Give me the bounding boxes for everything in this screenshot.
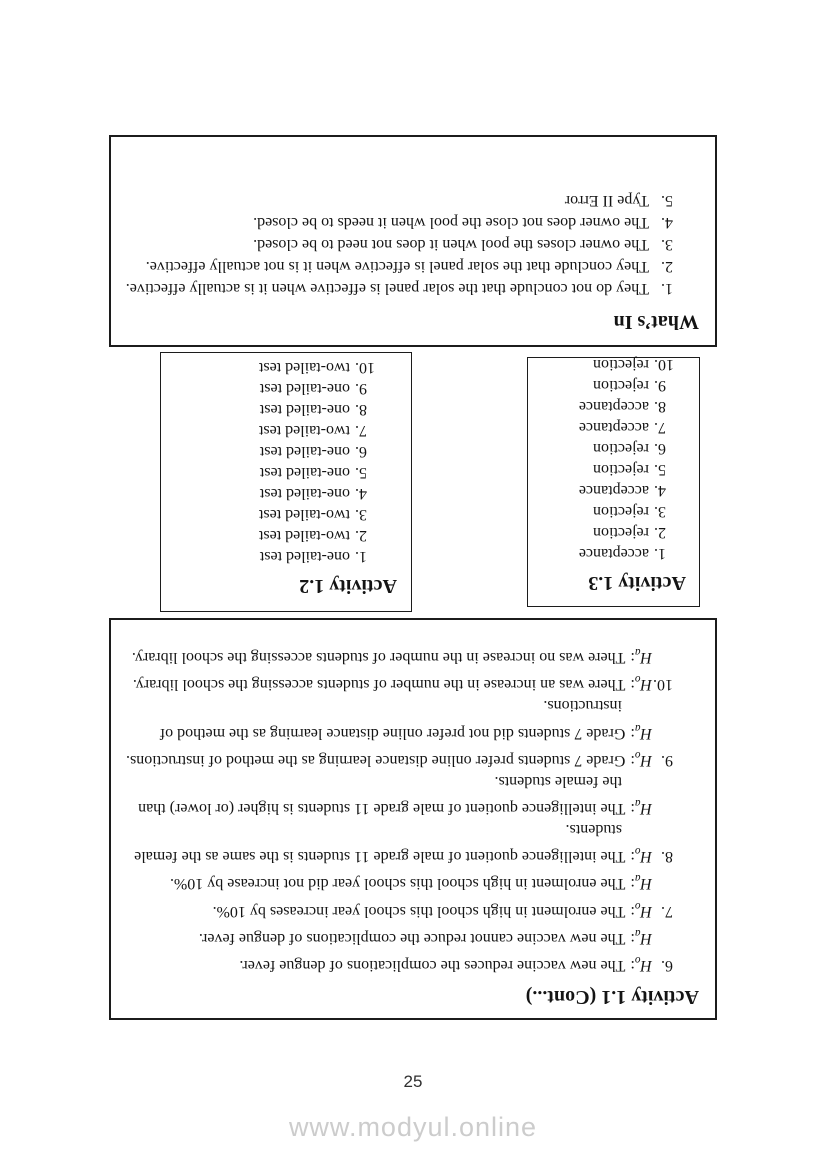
watermark: www.modyul.online (288, 1112, 538, 1142)
h-null-symbol: $H_o$: (630, 673, 652, 694)
alt-hypothesis-text: The new vaccine cannot reduce the complications of dengue fever. (198, 929, 626, 947)
list-item (173, 546, 377, 567)
item-number: 4. (661, 214, 673, 231)
item-text: rejection (593, 503, 649, 520)
alt-hypothesis-text: The intelligence quotient of male grade 11 students is higher (or lower) than the female students. (138, 772, 626, 818)
alt-hypothesis-text: Grade 7 students did not prefer online distance learning as the method of instructions. (159, 697, 626, 742)
item-text: rejection (593, 524, 649, 541)
h-null-symbol: $H_o$: (630, 845, 652, 866)
list-item (173, 378, 377, 399)
list-item (173, 525, 377, 546)
whats-in-box (109, 135, 717, 347)
hypothesis-item (125, 771, 673, 867)
item-number: 10. (654, 356, 674, 373)
list-item (538, 354, 676, 375)
h-null-symbol: $H_o$: (630, 899, 652, 920)
item-text: rejection (593, 440, 649, 457)
list-item (125, 233, 673, 255)
null-hypothesis (125, 668, 652, 695)
list-item (538, 501, 676, 522)
item-number: 1. (661, 280, 673, 297)
item-number: 2. (661, 258, 673, 275)
hypothesis-content (125, 922, 652, 976)
activity-1-1-title: Activity 1.1 (Cont...) (525, 986, 699, 1008)
item-number: 4. (654, 482, 666, 499)
alt-hypothesis-text: The enrolment in high school this school year did not increase by 10%. (169, 875, 626, 893)
page-number: 25 (403, 1072, 423, 1091)
item-number: 2. (654, 524, 666, 541)
item-text: acceptance (578, 419, 649, 436)
null-hypothesis-text: The enrolment in high school this school year increases by 10%. (212, 902, 626, 920)
item-number: 7. (355, 422, 367, 439)
item-number: 5. (661, 192, 673, 209)
item-number: 9. (661, 751, 673, 769)
item-text: Type II Error (564, 192, 649, 209)
alt-hypothesis (125, 771, 652, 819)
alt-hypothesis (125, 867, 652, 894)
list-item (125, 277, 673, 299)
list-item (125, 255, 673, 277)
item-text: one-tailed test (259, 380, 350, 397)
list-item (538, 438, 676, 459)
activity-1-1-box (109, 618, 717, 1020)
item-number: 10. (653, 676, 673, 694)
h-alt-symbol: $H_a$: (630, 796, 652, 818)
item-number: 6. (654, 440, 666, 457)
item-text: one-tailed test (259, 485, 350, 502)
list-item (538, 543, 676, 564)
list-item (125, 189, 673, 211)
activity-1-2-list (173, 357, 377, 567)
list-item (125, 211, 673, 233)
activities-row (109, 352, 717, 612)
item-text: They do not conclude that the solar panel is effective when it is actually effective. (125, 280, 649, 297)
null-hypothesis-text: The intelligence quotient of male grade 11 students is the same as the female students. (134, 821, 626, 866)
hypothesis-item (125, 867, 673, 921)
list-item (538, 459, 676, 480)
item-text: one-tailed test (259, 548, 350, 565)
hypothesis-content (125, 771, 652, 867)
h-alt-symbol: $H_a$: (630, 926, 652, 947)
item-number: 9. (654, 377, 666, 394)
alt-hypothesis (125, 696, 652, 744)
h-alt-symbol: $H_a$: (630, 872, 652, 893)
item-text: rejection (593, 377, 649, 394)
item-text: one-tailed test (259, 401, 350, 418)
null-hypothesis-text: Grade 7 students prefer online distance learning as the method of instructions. (125, 751, 626, 769)
list-item (173, 504, 377, 525)
item-text: acceptance (578, 482, 649, 499)
item-text: two-tailed test (258, 506, 350, 523)
item-text: The owner does not close the pool when it needs to be closed. (253, 214, 649, 231)
list-item (173, 399, 377, 420)
item-number: 4. (355, 485, 367, 502)
item-text: one-tailed test (259, 443, 350, 460)
item-text: one-tailed test (259, 464, 350, 481)
item-text: two-tailed test (258, 527, 350, 544)
list-item (173, 357, 377, 378)
null-hypothesis (125, 744, 652, 771)
item-number: 8. (654, 398, 666, 415)
h-alt-symbol: $H_a$: (630, 646, 652, 667)
activity-1-3-title: Activity 1.3 (588, 572, 686, 594)
rotated-content (109, 135, 717, 1020)
item-text: two-tailed test (258, 422, 350, 439)
list-item (538, 417, 676, 438)
hypothesis-content (125, 641, 652, 695)
null-hypothesis-text: The new vaccine reduces the complications of dengue fever. (239, 957, 626, 974)
item-text: rejection (593, 461, 649, 478)
item-number: 3. (355, 506, 367, 523)
list-item (173, 420, 377, 441)
hypothesis-item (125, 922, 673, 976)
item-text: acceptance (578, 398, 649, 415)
null-hypothesis (125, 894, 652, 921)
alt-hypothesis-text: There was no increase in the number of students accessing the school library. (131, 649, 626, 667)
item-number: 7. (661, 902, 673, 920)
list-item (173, 462, 377, 483)
item-number: 6. (355, 443, 367, 460)
item-number: 6. (661, 957, 673, 974)
item-number: 8. (355, 401, 367, 418)
item-number: 3. (661, 236, 673, 253)
hypothesis-content (125, 696, 652, 771)
hypothesis-item (125, 696, 673, 771)
list-item (173, 483, 377, 504)
hypothesis-item (125, 641, 673, 695)
null-hypothesis (125, 949, 652, 976)
list-item (538, 522, 676, 543)
item-number: 1. (654, 545, 666, 562)
item-number: 3. (654, 503, 666, 520)
whats-in-title: What’s In (613, 311, 699, 333)
alt-hypothesis (125, 641, 652, 668)
activity-1-2-box (160, 352, 412, 612)
item-number: 8. (661, 848, 673, 866)
list-item (538, 396, 676, 417)
item-text: acceptance (578, 545, 649, 562)
null-hypothesis (125, 819, 652, 867)
item-number: 1. (355, 548, 367, 565)
list-item (173, 441, 377, 462)
h-null-symbol: $H_o$: (630, 748, 652, 769)
alt-hypothesis (125, 922, 652, 949)
item-number: 7. (654, 419, 666, 436)
h-alt-symbol: $H_a$: (630, 721, 652, 742)
activity-1-3-box (527, 357, 700, 607)
item-text: They conclude that the solar panel is effective when it is not actually effective. (145, 258, 649, 275)
item-number: 10. (355, 359, 375, 376)
item-number: 2. (355, 527, 367, 544)
activity-1-2-title: Activity 1.2 (299, 575, 397, 597)
item-text: two-tailed test (258, 359, 350, 376)
null-hypothesis-text: There was an increase in the number of students accessing the school library. (132, 676, 626, 694)
item-text: rejection (593, 356, 649, 373)
list-item (538, 375, 676, 396)
item-number: 9. (355, 380, 367, 397)
activity-1-3-list (538, 354, 676, 564)
item-number: 5. (355, 464, 367, 481)
h-null-symbol: $H_o$: (630, 953, 652, 974)
list-item (538, 480, 676, 501)
item-number: 5. (654, 461, 666, 478)
item-text: The owner closes the pool when it does not need to be closed. (253, 236, 649, 253)
hypothesis-content (125, 867, 652, 921)
